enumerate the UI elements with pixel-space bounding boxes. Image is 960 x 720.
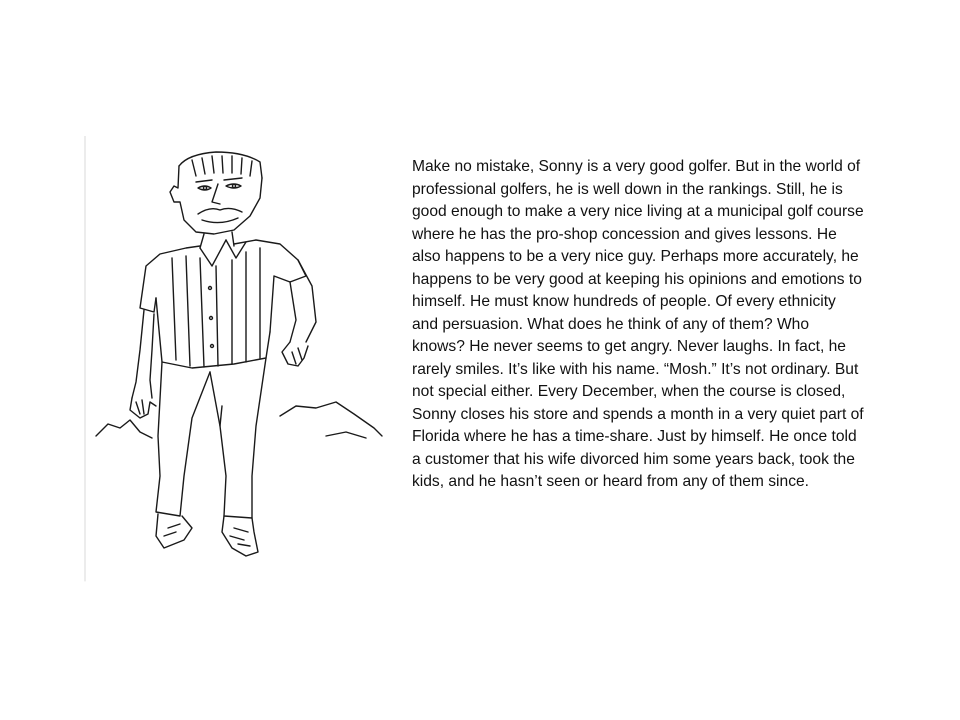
line-drawing-man-icon — [84, 136, 384, 586]
story-paragraph: Make no mistake, Sonny is a very good golfer. But in the world of professional golfers, he is well down in the rankings. Still, he is good enough to make a very nice living at a municipal golf course where he has the pro-shop concession and gives lessons. He also happens to be a very nice guy. Perhaps more accurately, he happens to be very good at keeping his opinions and emotions to himself. He must know hundreds of people. Of every ethnicity and persuasion. What does he think of any of them? Who knows? He never seems to get angry. Never laughs. In fact, he rarely smiles. It’s like with his name. “Mosh.” It’s not ordinary. But not special either. Every December, when the course is closed, Sonny closes his store and spends a month in a very quiet part of Florida where he has a time-share. Just by himself. He once told a customer that his wife divorced him some years back, took the kids, and he hasn’t seen or heard from any of them since. — [412, 158, 864, 490]
man-line-drawing — [84, 136, 384, 586]
